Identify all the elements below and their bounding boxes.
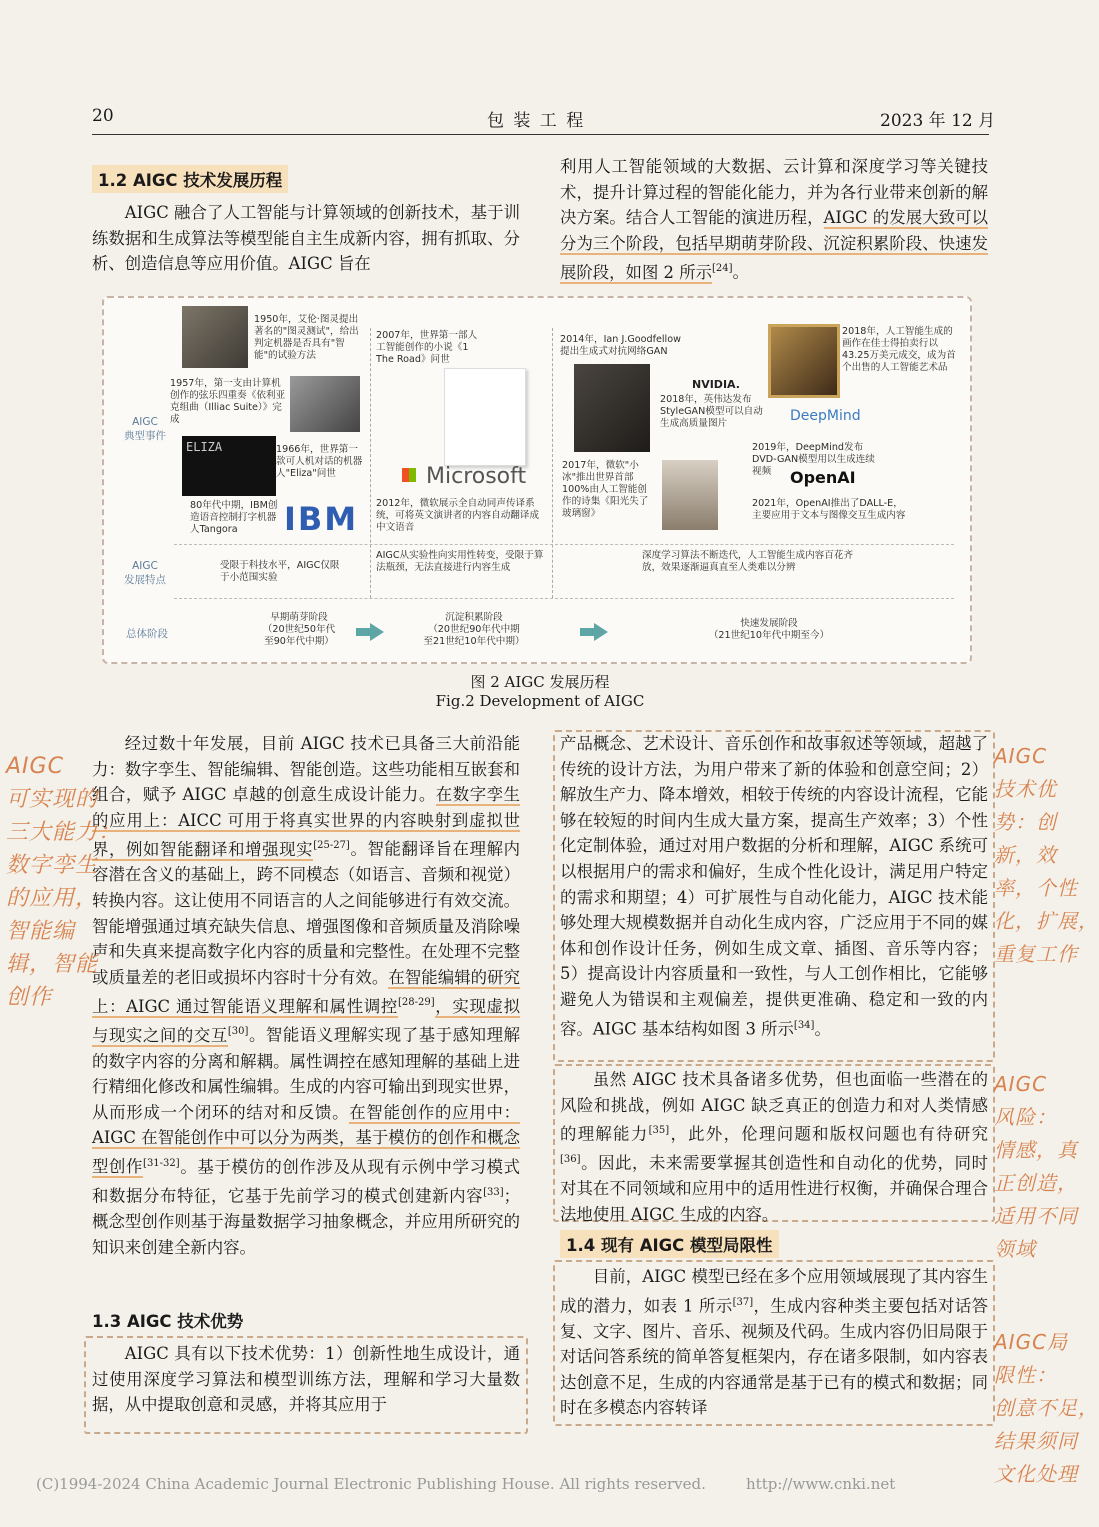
- concept-text: ；概念型创作则基于海量数据学习抽象概念，并应用所研究的知识来创建全新内容。: [92, 1186, 520, 1257]
- left-column-body: [92, 731, 520, 1260]
- capabilities-intro: 经过数十年发展，目前 AIGC 技术已具备三大前沿能力：数字孪生、智能编辑、智能创造。这些功能相互嵌套和组合，赋予 AIGC 卓越的创意生成设计能力。: [92, 734, 520, 805]
- translation-text: 。智能翻译旨在理解内容潜在含义的基础上，跨不同模态（如语言、音频和视觉）转换内容。这让使用不同语言的人之间能够进行有效交流。智能增强通过填充缺失信息、增强图像和音频质量及消除噪声和失真来提高数字化内容的质量和完整性。在处理不完整或质量差的老旧或损坏内容时十分有效。: [92, 839, 520, 987]
- stage-arrow-2: [594, 623, 608, 641]
- event-2014: 2014年，Ian J.Goodfellow提出生成式对抗网络GAN: [560, 334, 681, 357]
- goodfellow-photo: [574, 364, 650, 452]
- row-divider-1: [174, 544, 954, 545]
- poetry-book: [662, 460, 718, 530]
- event-1957: 1957年，第一支由计算机创作的弦乐四重奏《依利亚克组曲（Illiac Suite）》完成: [170, 378, 286, 425]
- digital-twin-text: 在数字孪生的应用上：AICC 可用于将真实世界的内容映射到虚拟世界，例如智能翻译和增强现实: [92, 785, 521, 859]
- event-2018-nvidia: 2018年，英伟达发布StyleGAN模型可以自动生成高质量图片: [660, 394, 763, 429]
- ref-24: [24]: [711, 263, 733, 275]
- stage-arrow-1: [370, 623, 384, 641]
- feature-stage-2: AIGC从实验性向实用性转变，受限于算法瓶颈，无法直接进行内容生成: [376, 550, 544, 573]
- smart-edit-text: 在智能编辑的研究上：AIGC 通过智能语义理解和属性调控: [92, 967, 521, 1016]
- footer-url[interactable]: http://www.cnki.net: [746, 1475, 896, 1493]
- section-1-3-heading: 1.3 AIGC 技术优势: [92, 1312, 244, 1331]
- s12-paragraph-left: [92, 200, 520, 277]
- ref-37: [37]: [732, 1296, 754, 1308]
- risk-text-b: ，此外，伦理问题和版权问题也有待研究: [669, 1124, 989, 1144]
- limitation-text-a: 目前，AIGC 模型已经在多个应用领域展现了其内容生成的潜力，如表 1 所示: [560, 1267, 988, 1316]
- s12-para-2b: AIGC 的发展大致可以分为三个阶段，包括早期萌芽阶段、沉淀积累阶段、快速发展阶段，如图 2 所示: [560, 208, 989, 282]
- figure-2-timeline: [102, 296, 972, 664]
- ref-25-27: [25-27]: [313, 840, 350, 852]
- nvidia-logo: NVIDIA.: [692, 378, 740, 391]
- stage-3-label: 快速发展阶段 （21世纪10年代中期至今）: [708, 618, 830, 641]
- event-2007: 2007年，世界第一部人工智能创作的小说《1 The Road》问世: [376, 330, 478, 365]
- event-1966: 1966年，世界第一款可人机对话的机器人"Eliza"问世: [276, 444, 363, 479]
- risk-paragraph: [560, 1067, 988, 1228]
- margin-note-advantages: AIGC 技术优 势：创 新，效 率，个性 化，扩展， 重复工作: [994, 744, 1099, 966]
- ref-36: [36]: [560, 1154, 581, 1166]
- microsoft-logo-mark: [402, 468, 416, 482]
- turing-photo: [182, 306, 248, 368]
- limitation-text-b: ，生成内容种类主要包括对话答复、文字、图片、音乐、视频及代码。生成内容仍旧局限于对话问答系统的简单答复框架内，存在诸多限制，如内容表达创意不足，生成的内容通常是基于已有的模式和数据；同时在多模态内容转译: [560, 1296, 988, 1418]
- illiac-photo: [290, 376, 360, 432]
- margin-note-risks: AIGC 风险： 情感，真 正创造， 适用不同 领域: [994, 1072, 1078, 1261]
- microsoft-logo: Microsoft: [426, 464, 527, 489]
- event-2019: 2019年，DeepMind发布DVD-GAN模型用以生成连续视频: [752, 442, 875, 477]
- limitation-paragraph: [560, 1264, 988, 1418]
- advantages-text-cont: 产品概念、艺术设计、音乐创作和故事叙述等领域，超越了传统的设计方法，为用户带来了新的体验和创意空间；2）解放生产力、降本增效，相较于传统的内容设计流程，它能够在较短的时间内生成大量方案，提高生产效率；3）个性化定制体验，通过对用户数据的分析和理解，AIGC 系统可以根据用户的需求和偏好，生成个性化设计，满足用户特定的需求和期望；4）可扩展性与自动化能力，AIGC 技术能够处理大规模数据并自动化生成内容，广泛应用于不同的媒体和创作设计任务，例如生成文章、插图、音乐等内容；5）提高设计内容质量和一致性，与人工创作相比，它能够避免人为错误和主观偏差，提供更准确、稳定和一致的内容。AIGC 基本结构如图 3 所示: [560, 734, 988, 1038]
- s12-para-2a: 利用人工智能领域的大数据、云计算和深度学习等关键技术，提升计算过程的智能化能力，并为各行业带来创新的解决方案。结合人工智能的演进历程，: [560, 157, 988, 228]
- margin-note-capabilities: AIGC 可实现的 三大能力： 数字孪生 的应用， 智能编 辑，智能 创作: [6, 754, 122, 1010]
- section-1-2-heading: 1.2 AIGC 技术发展历程: [92, 165, 288, 193]
- right-column-advantages: 产品概念、艺术设计、音乐创作和故事叙述等领域，超越了传统的设计方法，为用户带来了新的体验和创意空间；2）解放生产力、降本增效，相较于传统的内容设计流程，它能够在较短的时间内生成大量方案，提高生产效率；3）个性化定制体验，通过对用户数据的分析和理解，AIGC 系统可以根据用户的需求和偏好，生成个性化设计，满足用户特定的需求和期望；4）可扩展性与自动化能力，AIGC 技术能够处理大规模数据并自动化生成内容，广泛应用于不同的媒体和创作设计任务，例如生成文章、插图、音乐等内容；5）提高设计内容质量和一致性，与人工创作相比，它能够避免人为错误和主观偏差，提供更准确、稳定和一致的内容。AIGC 基本结构如图 3 所示[34]。: [560, 734, 988, 1038]
- deepmind-logo: DeepMind: [790, 408, 861, 424]
- smart-create-text: 在智能创作的应用中：AIGC 在智能创作中可以分为两类，基于模仿的创作和概念型创作: [92, 1102, 521, 1177]
- risk-text-a: 虽然 AIGC 技术具备诸多优势，但也面临一些潜在的风险和挑战，例如 AIGC 缺乏真正的创造力和对人类情感的理解能力: [560, 1070, 988, 1144]
- s12-para-1: AIGC 融合了人工智能与计算领域的创新技术，基于训练数据和生成算法等模型能自主生成新内容，拥有抓取、分析、创造信息等应用价值。AIGC 旨在: [92, 203, 520, 274]
- advantages-text-start: AIGC 具有以下技术优势：1）创新性地生成设计，通过使用深度学习算法和模型训练方法，理解和学习大量数据，从中提取创意和灵感，并将其应用于: [92, 1344, 520, 1415]
- page-number: 20: [92, 106, 114, 126]
- event-2012: 2012年，微软展示全自动同声传译系统，可将英文演讲者的内容自动翻译成中文语音: [376, 498, 540, 533]
- imitation-text: 。基于模仿的创作涉及从现有示例中学习模式和数据分布特征，它基于先前学习的模式创建新内容: [92, 1157, 520, 1206]
- figure-caption-en: Fig.2 Development of AIGC: [435, 692, 645, 710]
- section-1-4-heading: 1.4 现有 AIGC 模型局限性: [560, 1230, 779, 1258]
- risk-text-c: 。因此，未来需要掌握其创造性和自动化的优势，同时对其在不同领域和应用中的适用性进行权衡，并确保合理合法地使用 AIGC 生成的内容。: [560, 1153, 988, 1224]
- ibm-logo: IBM: [284, 500, 359, 538]
- row-label-stage: 总体阶段: [126, 628, 168, 640]
- stage-divider-2: [552, 328, 553, 598]
- ai-painting: [768, 324, 840, 398]
- ref-28-29: [28-29]: [397, 997, 435, 1009]
- s13-paragraph: [92, 1341, 520, 1423]
- issue-date: 2023 年 12 月: [880, 111, 996, 131]
- stage-2-label: 沉淀积累阶段 （20世纪90年代中期 至21世纪10年代中期）: [423, 612, 525, 647]
- ref-33: [33]: [483, 1186, 504, 1198]
- interaction-text: ，实现虚拟与现实之间的交互: [92, 996, 521, 1045]
- header-rule: [92, 134, 989, 135]
- event-2021: 2021年，OpenAI推出了DALL-E，主要应用于文本与图像交互生成内容: [752, 498, 906, 521]
- stage-divider-1: [370, 328, 371, 598]
- feature-stage-1: 受限于科技水平，AIGC仅限于小范围实验: [220, 560, 340, 583]
- margin-note-limitations: AIGC局 限性： 创意不足， 结果须同 文化处理: [994, 1330, 1099, 1486]
- feature-stage-3: 深度学习算法不断迭代，人工智能生成内容百花齐放，效果逐渐逼真直至人类难以分辨: [642, 550, 854, 573]
- event-1980: 80年代中期，IBM创造语音控制打字机器人Tangora: [190, 500, 278, 535]
- journal-title: 包 装 工 程: [487, 111, 586, 131]
- figure-caption-cn: 图 2 AIGC 发展历程: [470, 673, 610, 691]
- openai-logo: OpenAI: [790, 468, 856, 487]
- row-divider-2: [174, 598, 954, 599]
- ref-31-32: [31-32]: [143, 1157, 180, 1169]
- ref-35: [35]: [648, 1125, 670, 1137]
- s12-paragraph-right: 利用人工智能领域的大数据、云计算和深度学习等关键技术，提升计算过程的智能化能力，并为各行业带来创新的解决方案。结合人工智能的演进历程，AIGC 的发展大致可以分为三个阶段，包括早期萌芽阶段、沉淀积累阶段、快速发展阶段，如图 2 所示[24]。: [560, 157, 989, 282]
- copyright-footer: (C)1994-2024 China Academic Journal Electronic Publishing House. All rights reserved.: [36, 1475, 706, 1493]
- stage-1-label: 早期萌芽阶段 （20世纪50年代 至90年代中期）: [262, 612, 336, 647]
- row-label-events: AIGC 典型事件: [124, 416, 166, 442]
- row-label-features: AIGC 发展特点: [124, 560, 166, 586]
- eliza-screen: ELIZA: [182, 436, 276, 496]
- ref-30: [30]: [227, 1026, 249, 1038]
- event-2018-painting: 2018年，人工智能生成的画作在佳士得拍卖行以43.25万美元成交，成为首个出售的人工智能艺术品: [842, 326, 956, 373]
- event-2017: 2017年，微软"小冰"推出世界首部100%由人工智能创作的诗集《阳光失了玻璃窗》: [562, 460, 649, 519]
- novel-cover: [444, 368, 526, 466]
- semantic-text: 。智能语义理解实现了基于感知理解的数字内容的分离和解耦。属性调控在感知理解的基础上进行精细化修改和属性编辑。生成的内容可输出到现实世界，从而形成一个闭环的结对和反馈。: [92, 1025, 521, 1122]
- ref-34: [34]: [793, 1019, 815, 1031]
- event-1950: 1950年，艾伦·图灵提出著名的"图灵测试"，给出判定机器是否具有"智能"的试验方法: [254, 314, 359, 361]
